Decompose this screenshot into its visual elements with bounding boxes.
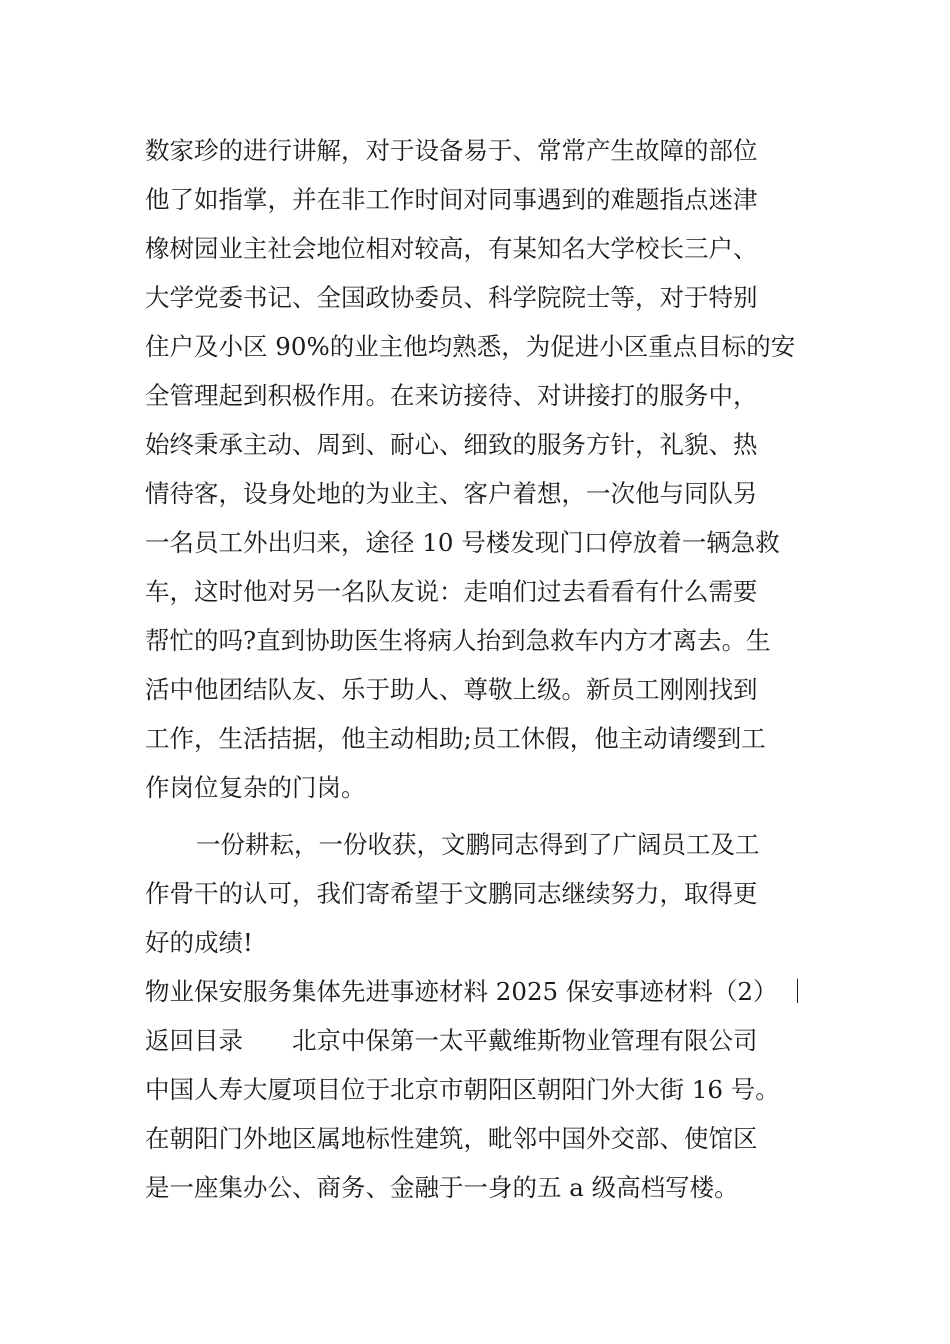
text-line: 作骨干的认可，我们寄希望于文鹏同志继续努力，取得更	[145, 879, 758, 908]
text-line: 数家珍的进行讲解，对于设备易于、常常产生故障的部位	[145, 136, 758, 165]
text-line: 好的成绩!	[145, 928, 253, 957]
text-line: 帮忙的吗?直到协助医生将病人抬到急救车内方才离去。生	[145, 626, 771, 655]
text-line: 情待客，设身处地的为业主、客户着想，一次他与同队另	[145, 479, 758, 508]
text-line: 工作，生活拮据，他主动相助;员工休假，他主动请缨到工	[145, 724, 766, 753]
text-line: 全管理起到积极作用。在来访接待、对讲接打的服务中，	[145, 381, 758, 410]
text-line: 他了如指掌，并在非工作时间对同事遇到的难题指点迷津	[145, 185, 758, 214]
text-line: 大学党委书记、全国政协委员、科学院院士等，对于特别	[145, 283, 758, 312]
section-heading-line: 物业保安服务集体先进事迹材料 2025 保安事迹材料（2） ｜	[145, 977, 810, 1006]
text-line: 活中他团结队友、乐于助人、尊敬上级。新员工刚刚找到	[145, 675, 758, 704]
text-line: 是一座集办公、商务、金融于一身的五 a 级高档写楼。	[145, 1173, 739, 1202]
text-line: 住户及小区 90%的业主他均熟悉，为促进小区重点目标的安	[145, 332, 796, 361]
text-line: 返回目录 北京中保第一太平戴维斯物业管理有限公司	[145, 1026, 758, 1055]
text-line: 在朝阳门外地区属地标性建筑，毗邻中国外交部、使馆区	[145, 1124, 758, 1153]
text-line: 一名员工外出归来，途径 10 号楼发现门口停放着一辆急救	[145, 528, 780, 557]
text-line-indented: 一份耕耘，一份收获，文鹏同志得到了广阔员工及工	[196, 830, 760, 859]
text-line: 作岗位复杂的门岗。	[145, 773, 366, 802]
text-line: 车，这时他对另一名队友说：走咱们过去看看有什么需要	[145, 577, 758, 606]
text-line: 橡树园业主社会地位相对较高，有某知名大学校长三户、	[145, 234, 758, 263]
text-line: 中国人寿大厦项目位于北京市朝阳区朝阳门外大街 16 号。	[145, 1075, 780, 1104]
text-line: 始终秉承主动、周到、耐心、细致的服务方针，礼貌、热	[145, 430, 758, 459]
